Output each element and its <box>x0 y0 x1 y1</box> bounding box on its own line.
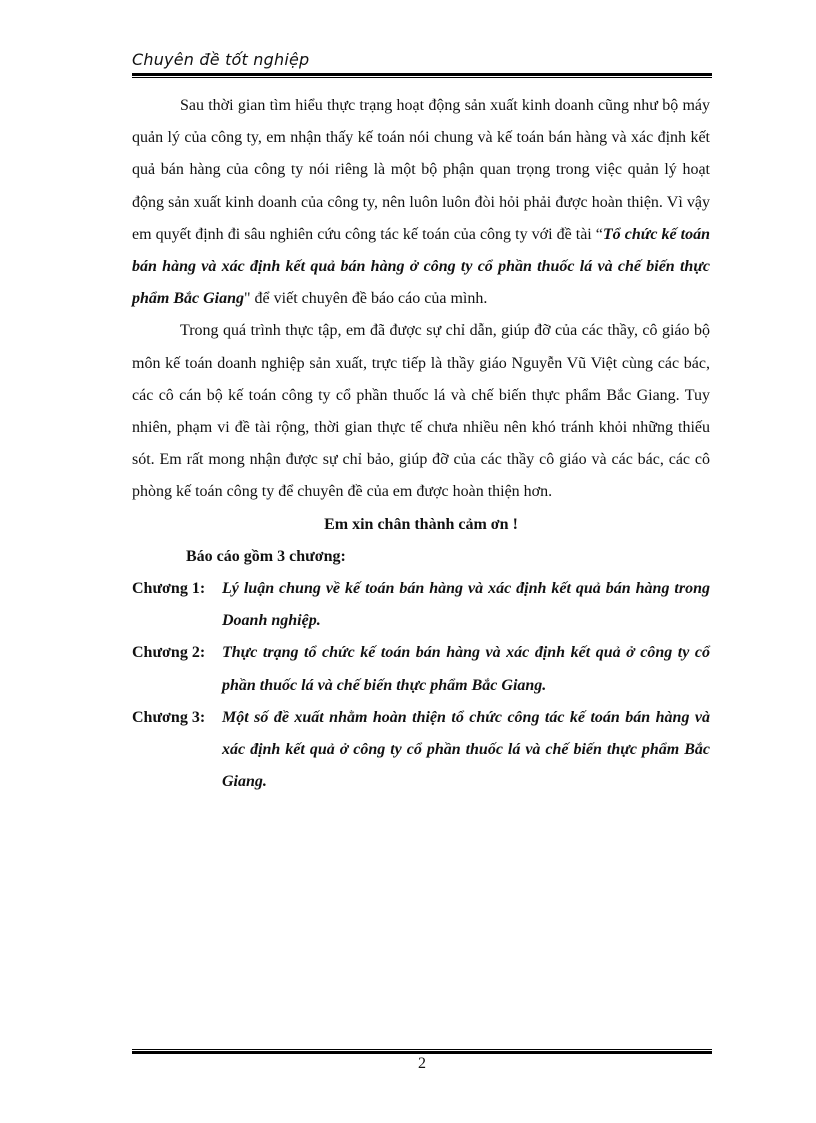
acknowledgement-paragraph: Trong quá trình thực tập, em đã được sự chỉ dẫn, giúp đỡ của các thầy, cô giáo bộ môn kế toán doanh nghiệp sản xuất, trực tiếp là thầy giáo Nguyễn Vũ Việt cùng các bác, các cô cán bộ kế toán công ty cổ phần thuốc lá và chế biến thực phẩm Bắc Giang. Tuy nhiên, phạm vi đề tài rộng, thời gian thực tế chưa nhiều nên khó tránh khỏi những thiếu sót. Em rất mong nhận được sự chỉ bảo, giúp đỡ của các thầy cô giáo và các bác, các cô phòng kế toán công ty để chuyên đề của em được hoàn thiện hơn. <box>132 322 710 501</box>
page-number: 2 <box>418 1055 426 1072</box>
document-body <box>132 90 710 798</box>
thanks-line: Em xin chân thành cảm ơn ! <box>324 515 518 533</box>
intro-text-start: Sau thời gian tìm hiểu thực trạng hoạt động sản xuất kinh doanh cũng như bộ máy quản lý của công ty, em nhận thấy kế toán nói chung và kế toán bán hàng và xác định kết quả bán hàng của công ty nói riêng là một bộ phận quan trọng trong việc quản lý hoạt động sản xuất kinh doanh của công ty, nên luôn luôn đòi hỏi phải được hoàn thiện. Vì vậy em quyết định đi sâu nghiên cứu công tác kế toán của công ty với đề tài “ <box>132 97 710 243</box>
footer-divider <box>132 1049 712 1054</box>
thesis-topic: Tổ chức kế toán bán hàng và xác định kết quả bán hàng ở công ty cổ phần thuốc lá và chế biến thực phẩm Bắc Giang <box>132 225 710 308</box>
intro-paragraph <box>132 90 710 315</box>
page-header <box>132 50 712 74</box>
chapter-label: Chương 1: <box>132 580 206 598</box>
chapter-label: Chương 2: <box>132 644 206 662</box>
chapter-title: Lý luận chung về kế toán bán hàng và xác định kết quả bán hàng trong Doanh nghiệp. <box>222 580 710 630</box>
report-structure-intro: Báo cáo gồm 3 chương: <box>186 547 346 565</box>
chapter-label: Chương 3: <box>132 708 206 726</box>
chapter-title: Một số đề xuất nhằm hoàn thiện tổ chức công tác kế toán bán hàng và xác định kết quả ở công ty cổ phần thuốc lá và chế biến thực phẩm Bắc Giang. <box>222 708 710 791</box>
chapter-title: Thực trạng tổ chức kế toán bán hàng và xác định kết quả ở công ty cổ phần thuốc lá và chế biến thực phẩm Bắc Giang. <box>222 644 710 694</box>
header-divider <box>132 73 712 78</box>
chapter-2 <box>132 637 710 701</box>
header-title: Chuyên đề tốt nghiệp <box>132 50 310 69</box>
chapter-1 <box>132 573 710 637</box>
chapter-3 <box>132 702 710 799</box>
intro-text-end: " để viết chuyên đề báo cáo của mình. <box>244 290 488 308</box>
